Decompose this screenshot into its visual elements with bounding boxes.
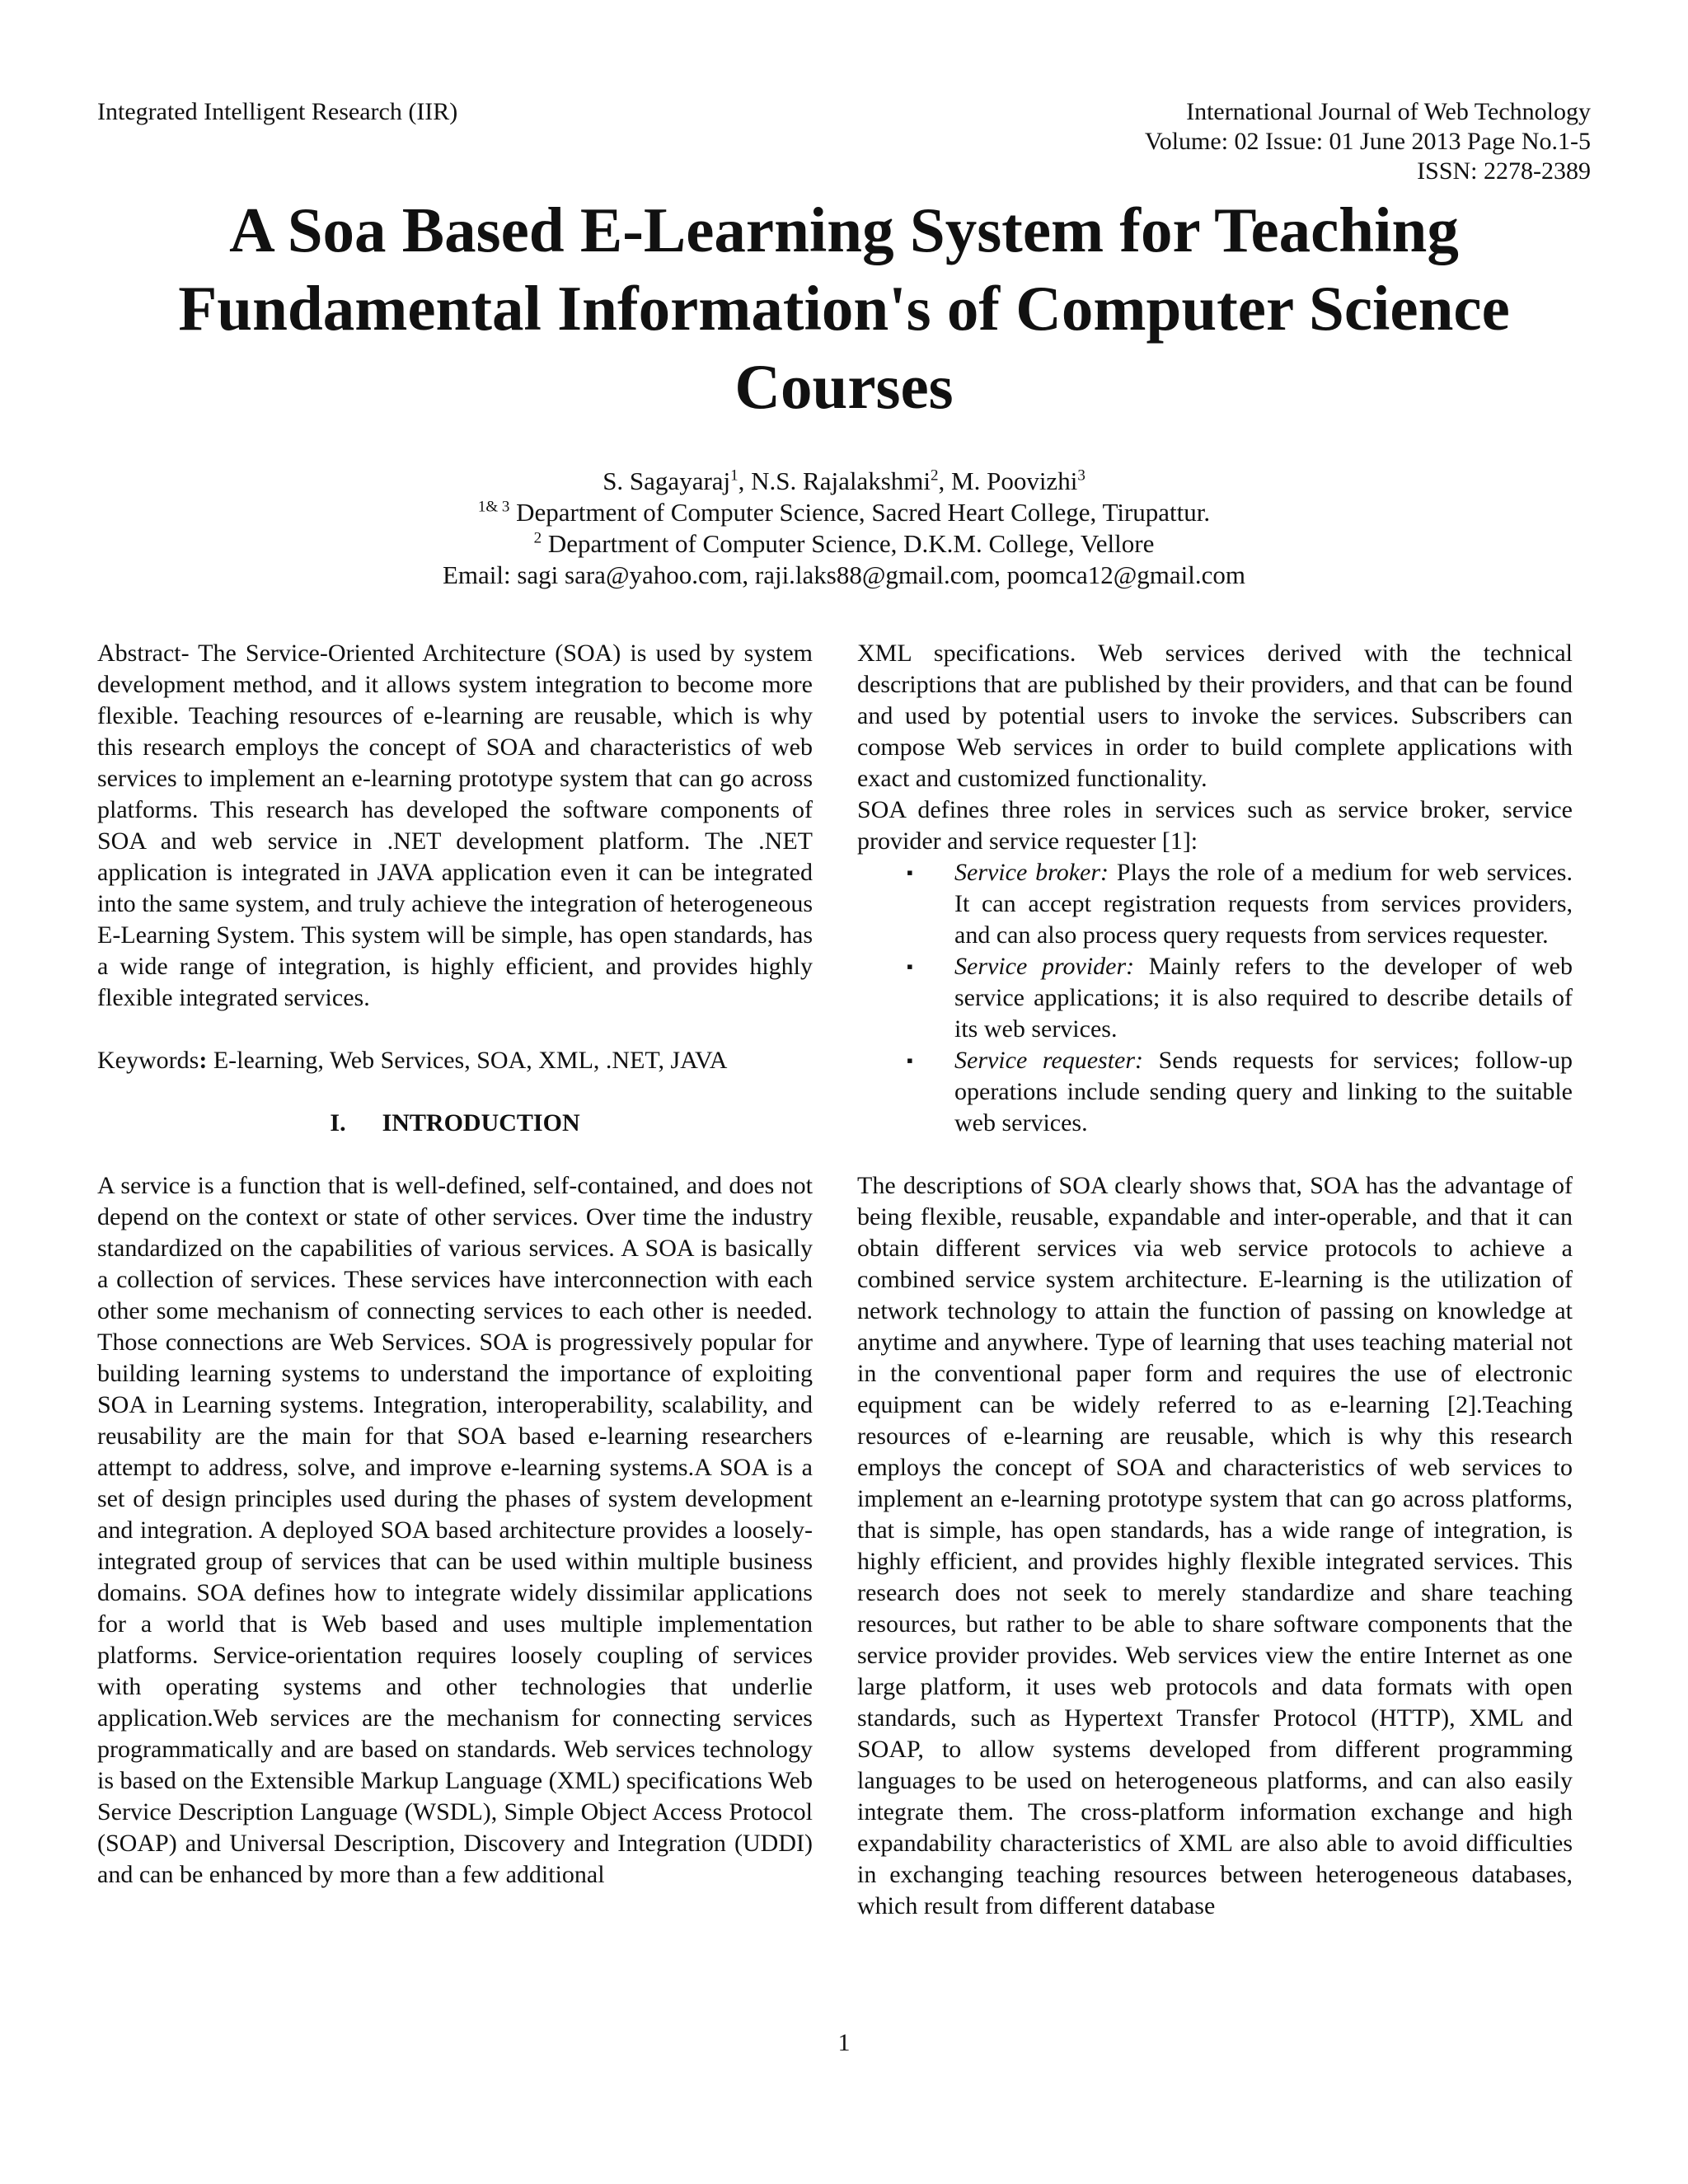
author-2-sup: 2 (931, 466, 939, 485)
journal-publisher: Integrated Intelligent Research (IIR) (97, 98, 458, 125)
author-block (97, 466, 1591, 591)
author-3-sup: 3 (1077, 466, 1085, 485)
square-bullet-icon (907, 1045, 913, 1076)
author-emails: Email: sagi sara@yahoo.com, raji.laks88@gmail.com, poomca12@gmail.com (442, 560, 1246, 589)
abstract-label: Abstract- (97, 640, 190, 667)
author-3: , M. Poovizhi (938, 466, 1078, 495)
author-1: S. Sagayaraj (603, 466, 731, 495)
affiliation-2-text: Department of Computer Science, D.K.M. College, Vellore (542, 529, 1155, 558)
left-column (97, 638, 813, 1891)
abstract (97, 638, 813, 1014)
affiliation-1-text: Department of Computer Science, Sacred Heart College, Tirupattur. (509, 498, 1211, 527)
role-name: Service requester: (954, 1047, 1144, 1074)
roles-list (857, 857, 1573, 1139)
page-number: 1 (837, 2029, 851, 2056)
title-line-3: Courses (734, 351, 954, 422)
intro-paragraph: A service is a function that is well-defined, self-contained, and does not depend on the context or state of other services. Over time the industry standardized on the capabilities of various services. A SOA is basically a collection of services. These services have interconnection with each other some mechanism of connecting services to each other is needed. Those connections are Web Services. SOA is progressively popular for building learning systems to understand the importance of exploiting SOA in Learning systems. Integration, interoperability, scalability, and reusability are the main for that SOA based e-learning researchers attempt to address, solve, and improve e-learning systems.A SOA is a set of design principles used during the phases of system development and integration. A deployed SOA based architecture provides a loosely-integrated group of services that can be used within multiple business domains. SOA defines how to integrate widely dissimilar applications for a world that is Web based and uses multiple implementation platforms. Service-orientation requires loosely coupling of services with operating systems and other technologies that underlie application.Web services are the mechanism for connecting services programmatically and are based on standards. Web services technology is based on the Extensible Markup Language (XML) specifications Web Service Description Language (WSDL), Simple Object Access Protocol (SOAP) and Universal Description, Discovery and Integration (UDDI) and can be enhanced by more than a few additional (97, 1172, 813, 1888)
square-bullet-icon (907, 857, 913, 888)
affiliation-2 (97, 528, 1591, 560)
journal-volume: Volume: 02 Issue: 01 June 2013 Page No.1-5 (1144, 128, 1591, 155)
author-names (97, 466, 1591, 497)
section-heading (97, 1108, 813, 1139)
keywords-colon: : (199, 1047, 208, 1074)
right-column (857, 638, 1573, 1922)
section-number: I. (330, 1109, 346, 1137)
keywords-text: E-learning, Web Services, SOA, XML, .NET, JAVA (207, 1047, 728, 1074)
list-item-service-broker (954, 857, 1573, 951)
keywords-label: Keywords (97, 1047, 199, 1074)
square-bullet-icon (907, 951, 913, 982)
role-text: Sends requests for services; follow-up operations include sending query and linking to the suitable web services. (954, 1047, 1573, 1137)
author-2: , N.S. Rajalakshmi (738, 466, 931, 495)
role-name: Service broker: (954, 859, 1109, 886)
journal-name: International Journal of Web Technology (1186, 98, 1591, 125)
role-name: Service provider: (954, 953, 1135, 980)
paper-title (97, 191, 1591, 426)
title-line-1: A Soa Based E-Learning System for Teaching (229, 194, 1459, 265)
keywords (97, 1045, 813, 1076)
abstract-text: The Service-Oriented Architecture (SOA) is used by system development method, and it allows system integration to become more flexible. Teaching resources of e-learning are reusable, which is why this research employs the concept of SOA and characteristics of web services to implement an e-learning prototype system that can go across platforms. This research has developed the software components of SOA and web service in .NET development platform. The .NET application is integrated in JAVA application even it can be integrated into the same system, and truly achieve the integration of heterogeneous E-Learning System. This system will be simple, has open standards, has a wide range of integration, is highly efficient, and provides highly flexible integrated services. (97, 640, 813, 1011)
list-item-service-provider (954, 951, 1573, 1045)
affiliation-1 (97, 497, 1591, 528)
journal-issn: ISSN: 2278-2389 (1417, 157, 1591, 185)
right-paragraph-3: The descriptions of SOA clearly shows that, SOA has the advantage of being flexible, reusable, expandable and inter-operable, and that it can obtain different services via web service protocols to achieve a combined service system architecture. E-learning is the utilization of network technology to attain the function of passing on knowledge at anytime and anywhere. Type of learning that uses teaching material not in the conventional paper form and requires the use of electronic equipment can be widely referred to as e-learning [2].Teaching resources of e-learning are reusable, which is why this research employs the concept of SOA and characteristics of web services to implement an e-learning prototype system that can go across platforms, that is simple, has open standards, has a wide range of integration, is highly efficient, and provides highly flexible integrated services. This research does not seek to merely standardize and share teaching resources, but rather to be able to share software components that the service provider provides. Web services view the entire Internet as one large platform, it uses web protocols and data formats with open standards, such as Hypertext Transfer Protocol (HTTP), XML and SOAP, to allow systems developed from different programming languages to be used on heterogeneous platforms, and can also easily integrate them. The cross-platform information exchange and high expandability characteristics of XML are also able to avoid difficulties in exchanging teaching resources between heterogeneous databases, which result from different database (857, 1172, 1573, 1919)
title-line-2: Fundamental Information's of Computer Science (178, 273, 1510, 344)
right-paragraph-2: SOA defines three roles in services such as service broker, service provider and service requester [1]: (857, 796, 1573, 855)
author-1-sup: 1 (730, 466, 738, 485)
list-item-service-requester (954, 1045, 1573, 1139)
section-title: INTRODUCTION (382, 1109, 580, 1137)
role-text: Plays the role of a medium for web services. It can accept registration requests from services providers, and can also process query requests from services requester. (954, 859, 1573, 949)
role-text: Mainly refers to the developer of web service applications; it is also required to describe details of its web services. (954, 953, 1573, 1043)
journal-info (1145, 97, 1591, 186)
affiliation-1-sup: 1& 3 (477, 498, 510, 516)
right-paragraph-1: XML specifications. Web services derived with the technical descriptions that are published by their providers, and that can be found and used by potential users to invoke the services. Subscribers can compose Web services in order to build complete applications with exact and customized functionality. (857, 640, 1573, 792)
affiliation-2-sup: 2 (533, 529, 542, 547)
